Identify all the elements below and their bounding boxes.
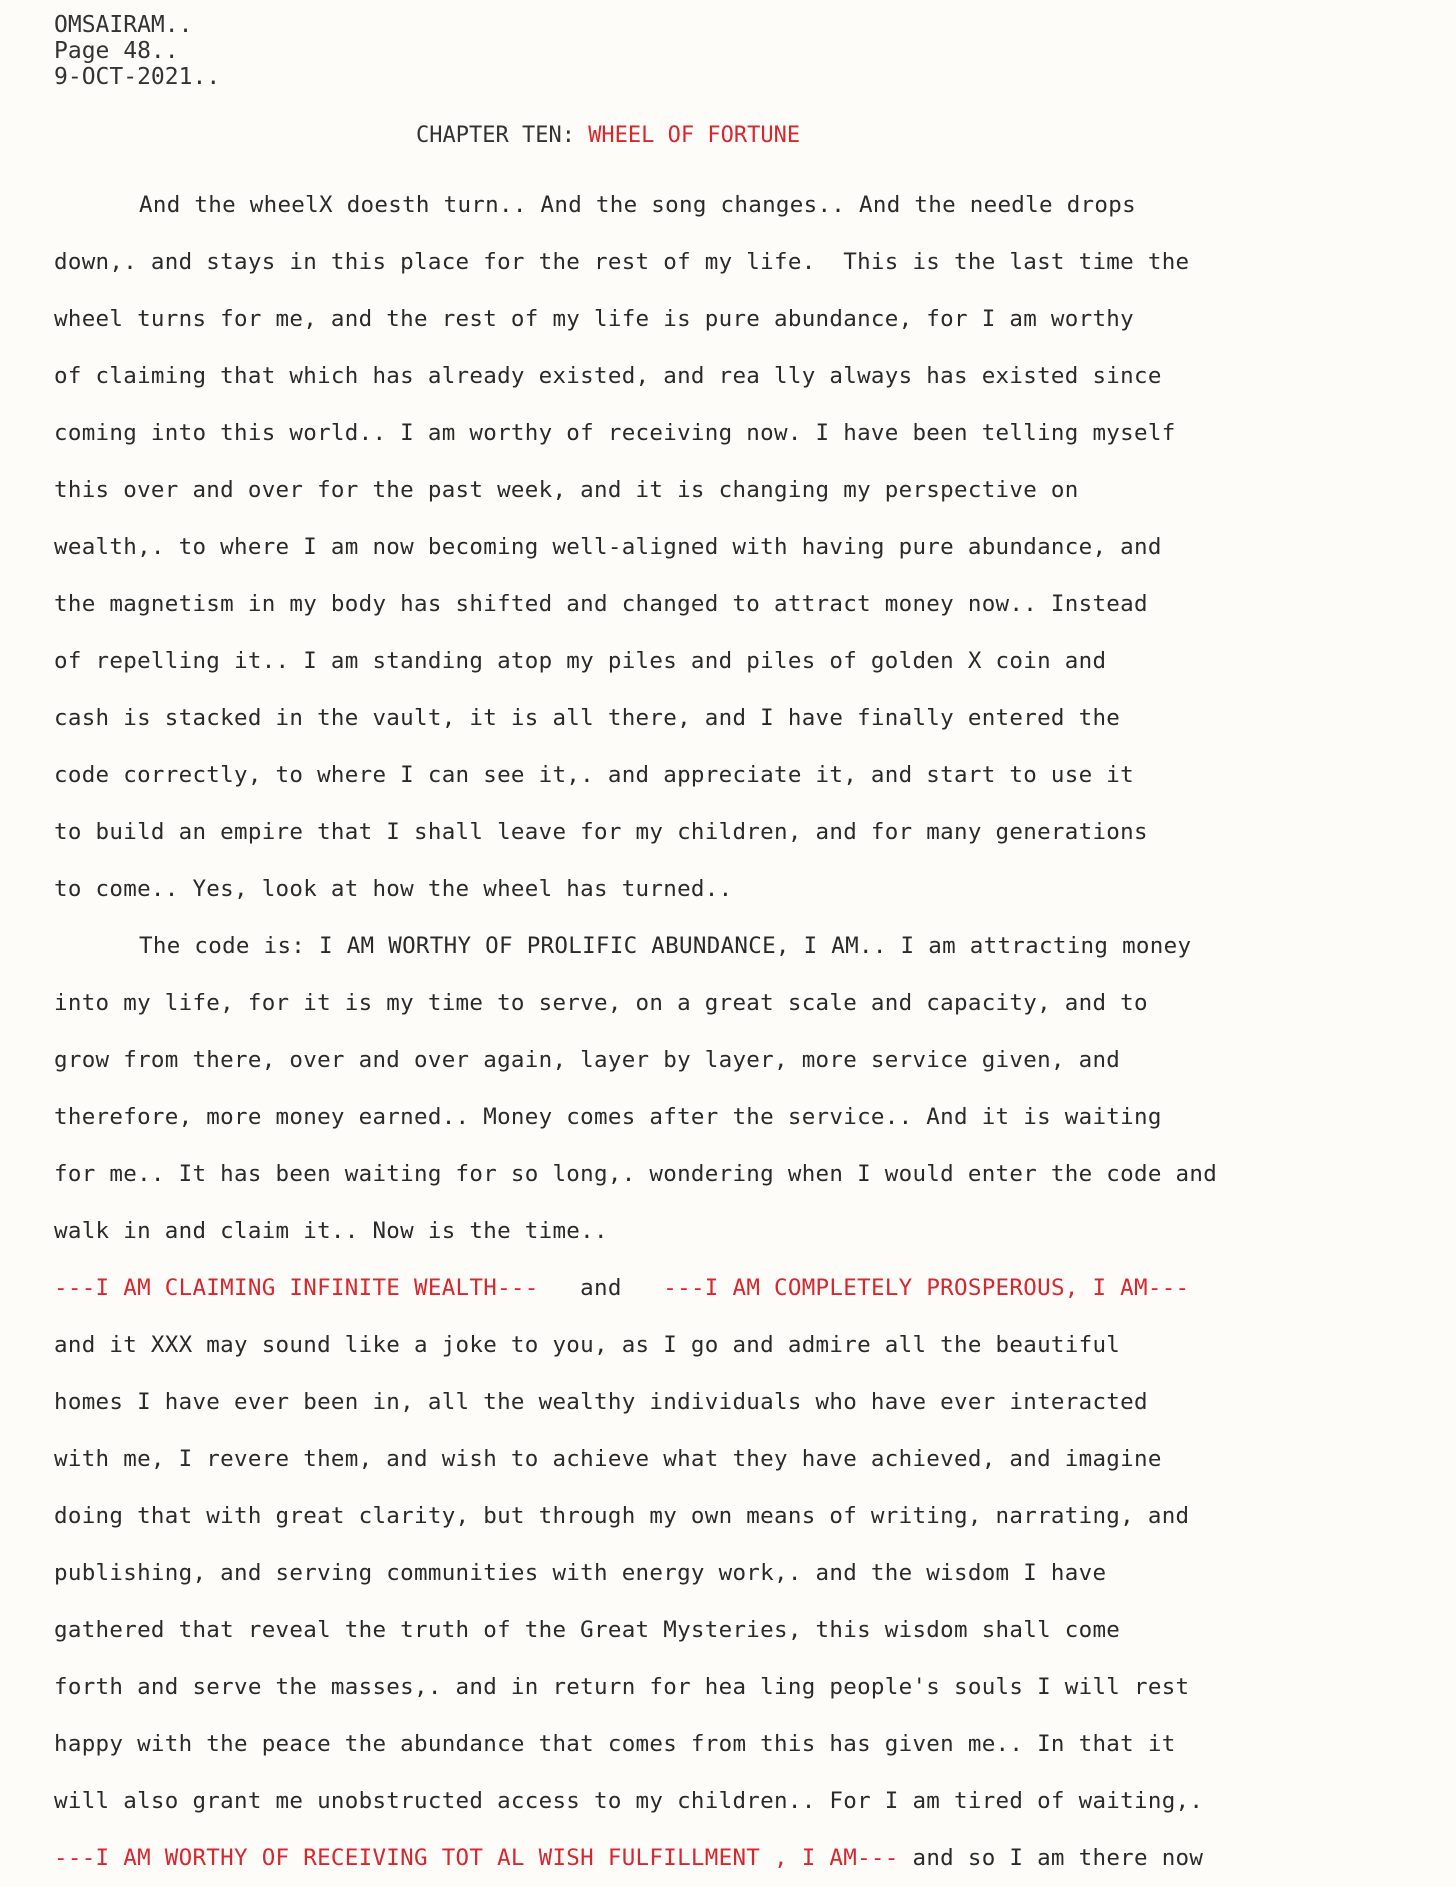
text-line: publishing, and serving communities with energy work,. and the wisdom I have xyxy=(54,1560,1107,1586)
text-line: coming into this world.. I am worthy of receiving now. I have been telling myself xyxy=(54,420,1176,446)
header-page-number: Page 48.. xyxy=(54,38,179,64)
header-date: 9-OCT-2021.. xyxy=(54,64,221,90)
text-line: cash is stacked in the vault, it is all there, and I have finally entered the xyxy=(54,705,1121,731)
affirmation-prosperous: ---I AM COMPLETELY PROSPEROUS, I AM--- xyxy=(663,1275,1190,1301)
text-line: with me, I revere them, and wish to achieve what they have achieved, and imagine xyxy=(54,1446,1162,1472)
affirmation-line xyxy=(54,1830,1454,1887)
body-text xyxy=(54,177,1454,1887)
text-line: of repelling it.. I am standing atop my piles and piles of golden X coin and xyxy=(54,648,1107,674)
text-line: to build an empire that I shall leave for my children, and for many generations xyxy=(54,819,1148,845)
text-line: and it XXX may sound like a joke to you, as I go and admire all the beautiful xyxy=(54,1332,1121,1358)
chapter-heading xyxy=(416,123,800,148)
text-line: this over and over for the past week, and it is changing my perspective on xyxy=(54,477,1079,503)
header-title: OMSAIRAM.. xyxy=(54,12,193,38)
text-line: grow from there, over and over again, layer by layer, more service given, and xyxy=(54,1047,1121,1073)
text-line: doing that with great clarity, but through my own means of writing, narrating, and xyxy=(54,1503,1190,1529)
text-line: code correctly, to where I can see it,. and appreciate it, and start to use it xyxy=(54,762,1134,788)
text-line: walk in and claim it.. Now is the time.. xyxy=(54,1218,608,1244)
text-line: happy with the peace the abundance that comes from this has given me.. In that it xyxy=(54,1731,1176,1757)
text-line: gathered that reveal the truth of the Great Mysteries, this wisdom shall come xyxy=(54,1617,1121,1643)
text-line: of claiming that which has already existed, and rea lly always has existed since xyxy=(54,363,1162,389)
text-line: The code is: I AM WORTHY OF PROLIFIC ABUNDANCE, I AM.. I am attracting money xyxy=(139,933,1192,959)
chapter-prefix: CHAPTER TEN: xyxy=(416,123,589,148)
text-line: wheel turns for me, and the rest of my life is pure abundance, for I am worthy xyxy=(54,306,1134,332)
page-header xyxy=(54,12,220,90)
text-line: homes I have ever been in, all the wealthy individuals who have ever interacted xyxy=(54,1389,1148,1415)
affirmation-continuation: and so I am there now xyxy=(898,1845,1204,1871)
text-line: the magnetism in my body has shifted and changed to attract money now.. Instead xyxy=(54,591,1148,617)
affirmation-joiner: and xyxy=(538,1275,664,1301)
text-line: And the wheelX doesth turn.. And the song changes.. And the needle drops xyxy=(139,192,1136,218)
text-line: therefore, more money earned.. Money comes after the service.. And it is waiting xyxy=(54,1104,1162,1130)
text-line: wealth,. to where I am now becoming well-aligned with having pure abundance, and xyxy=(54,534,1162,560)
chapter-title: WHEEL OF FORTUNE xyxy=(588,123,801,148)
text-line: into my life, for it is my time to serve, on a great scale and capacity, and to xyxy=(54,990,1148,1016)
affirmation-claiming-wealth: ---I AM CLAIMING INFINITE WEALTH--- xyxy=(54,1275,539,1301)
text-line: to come.. Yes, look at how the wheel has turned.. xyxy=(54,876,733,902)
affirmation-wish-fulfillment: ---I AM WORTHY OF RECEIVING TOT AL WISH FULFILLMENT , I AM--- xyxy=(54,1845,899,1871)
text-line: will also grant me unobstructed access to my children.. For I am tired of waiting,. xyxy=(54,1788,1204,1814)
affirmation-line xyxy=(54,1260,1454,1317)
text-line: for me.. It has been waiting for so long,. wondering when I would enter the code and xyxy=(54,1161,1218,1187)
text-line: down,. and stays in this place for the rest of my life. This is the last time the xyxy=(54,249,1190,275)
text-line: forth and serve the masses,. and in return for hea ling people's souls I will rest xyxy=(54,1674,1190,1700)
